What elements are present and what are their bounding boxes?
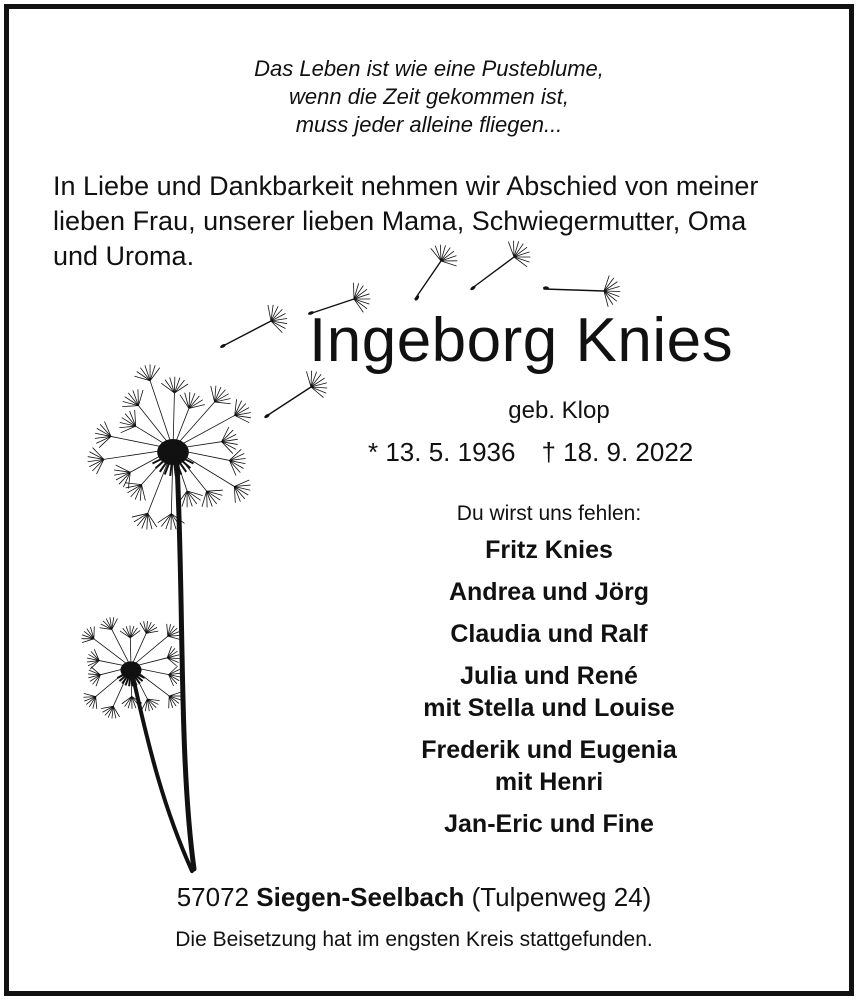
town: Siegen-Seelbach — [256, 882, 465, 912]
maiden-name: geb. Klop — [508, 397, 610, 424]
mourner-line: mit Stella und Louise — [423, 694, 675, 722]
mourners-list — [339, 534, 759, 850]
mourners-heading: Du wirst uns fehlen: — [456, 502, 642, 525]
intro-line: und Uroma. — [53, 241, 195, 271]
death-date: † 18. 9. 2022 — [541, 437, 694, 467]
mourner-line: Fritz Knies — [485, 536, 613, 564]
mourner-group — [339, 618, 759, 650]
mourner-line: Julia und René — [460, 662, 638, 690]
mourner-group — [339, 660, 759, 724]
mourner-line: Andrea und Jörg — [448, 578, 649, 606]
mourner-line: Frederik und Eugenia — [421, 736, 677, 764]
mourner-group — [339, 734, 759, 798]
street: (Tulpenweg 24) — [471, 882, 652, 912]
life-dates — [368, 436, 693, 468]
mourner-line: Claudia und Ralf — [450, 620, 648, 648]
obituary-card — [4, 4, 854, 996]
intro-line: In Liebe und Dankbarkeit nehmen wir Abschied von meiner — [53, 171, 759, 201]
address-line — [9, 881, 819, 913]
mourner-group — [339, 808, 759, 840]
postcode: 57072 — [176, 882, 250, 912]
mourner-line: mit Henri — [494, 768, 604, 796]
poem-line: muss jeder alleine fliegen... — [295, 112, 563, 137]
deceased-name: Ingeborg Knies — [309, 306, 734, 375]
poem-line: wenn die Zeit gekommen ist, — [288, 84, 570, 109]
mourner-group — [339, 576, 759, 608]
poem-line: Das Leben ist wie eine Pusteblume, — [254, 56, 604, 81]
poem — [9, 55, 849, 139]
burial-note: Die Beisetzung hat im engsten Kreis stattgefunden. — [175, 928, 653, 951]
mourner-line: Jan-Eric und Fine — [444, 810, 654, 838]
mourner-group — [339, 534, 759, 566]
birth-date: * 13. 5. 1936 — [368, 437, 516, 467]
intro-line: lieben Frau, unserer lieben Mama, Schwiegermutter, Oma — [53, 206, 747, 236]
intro-text — [53, 169, 813, 274]
